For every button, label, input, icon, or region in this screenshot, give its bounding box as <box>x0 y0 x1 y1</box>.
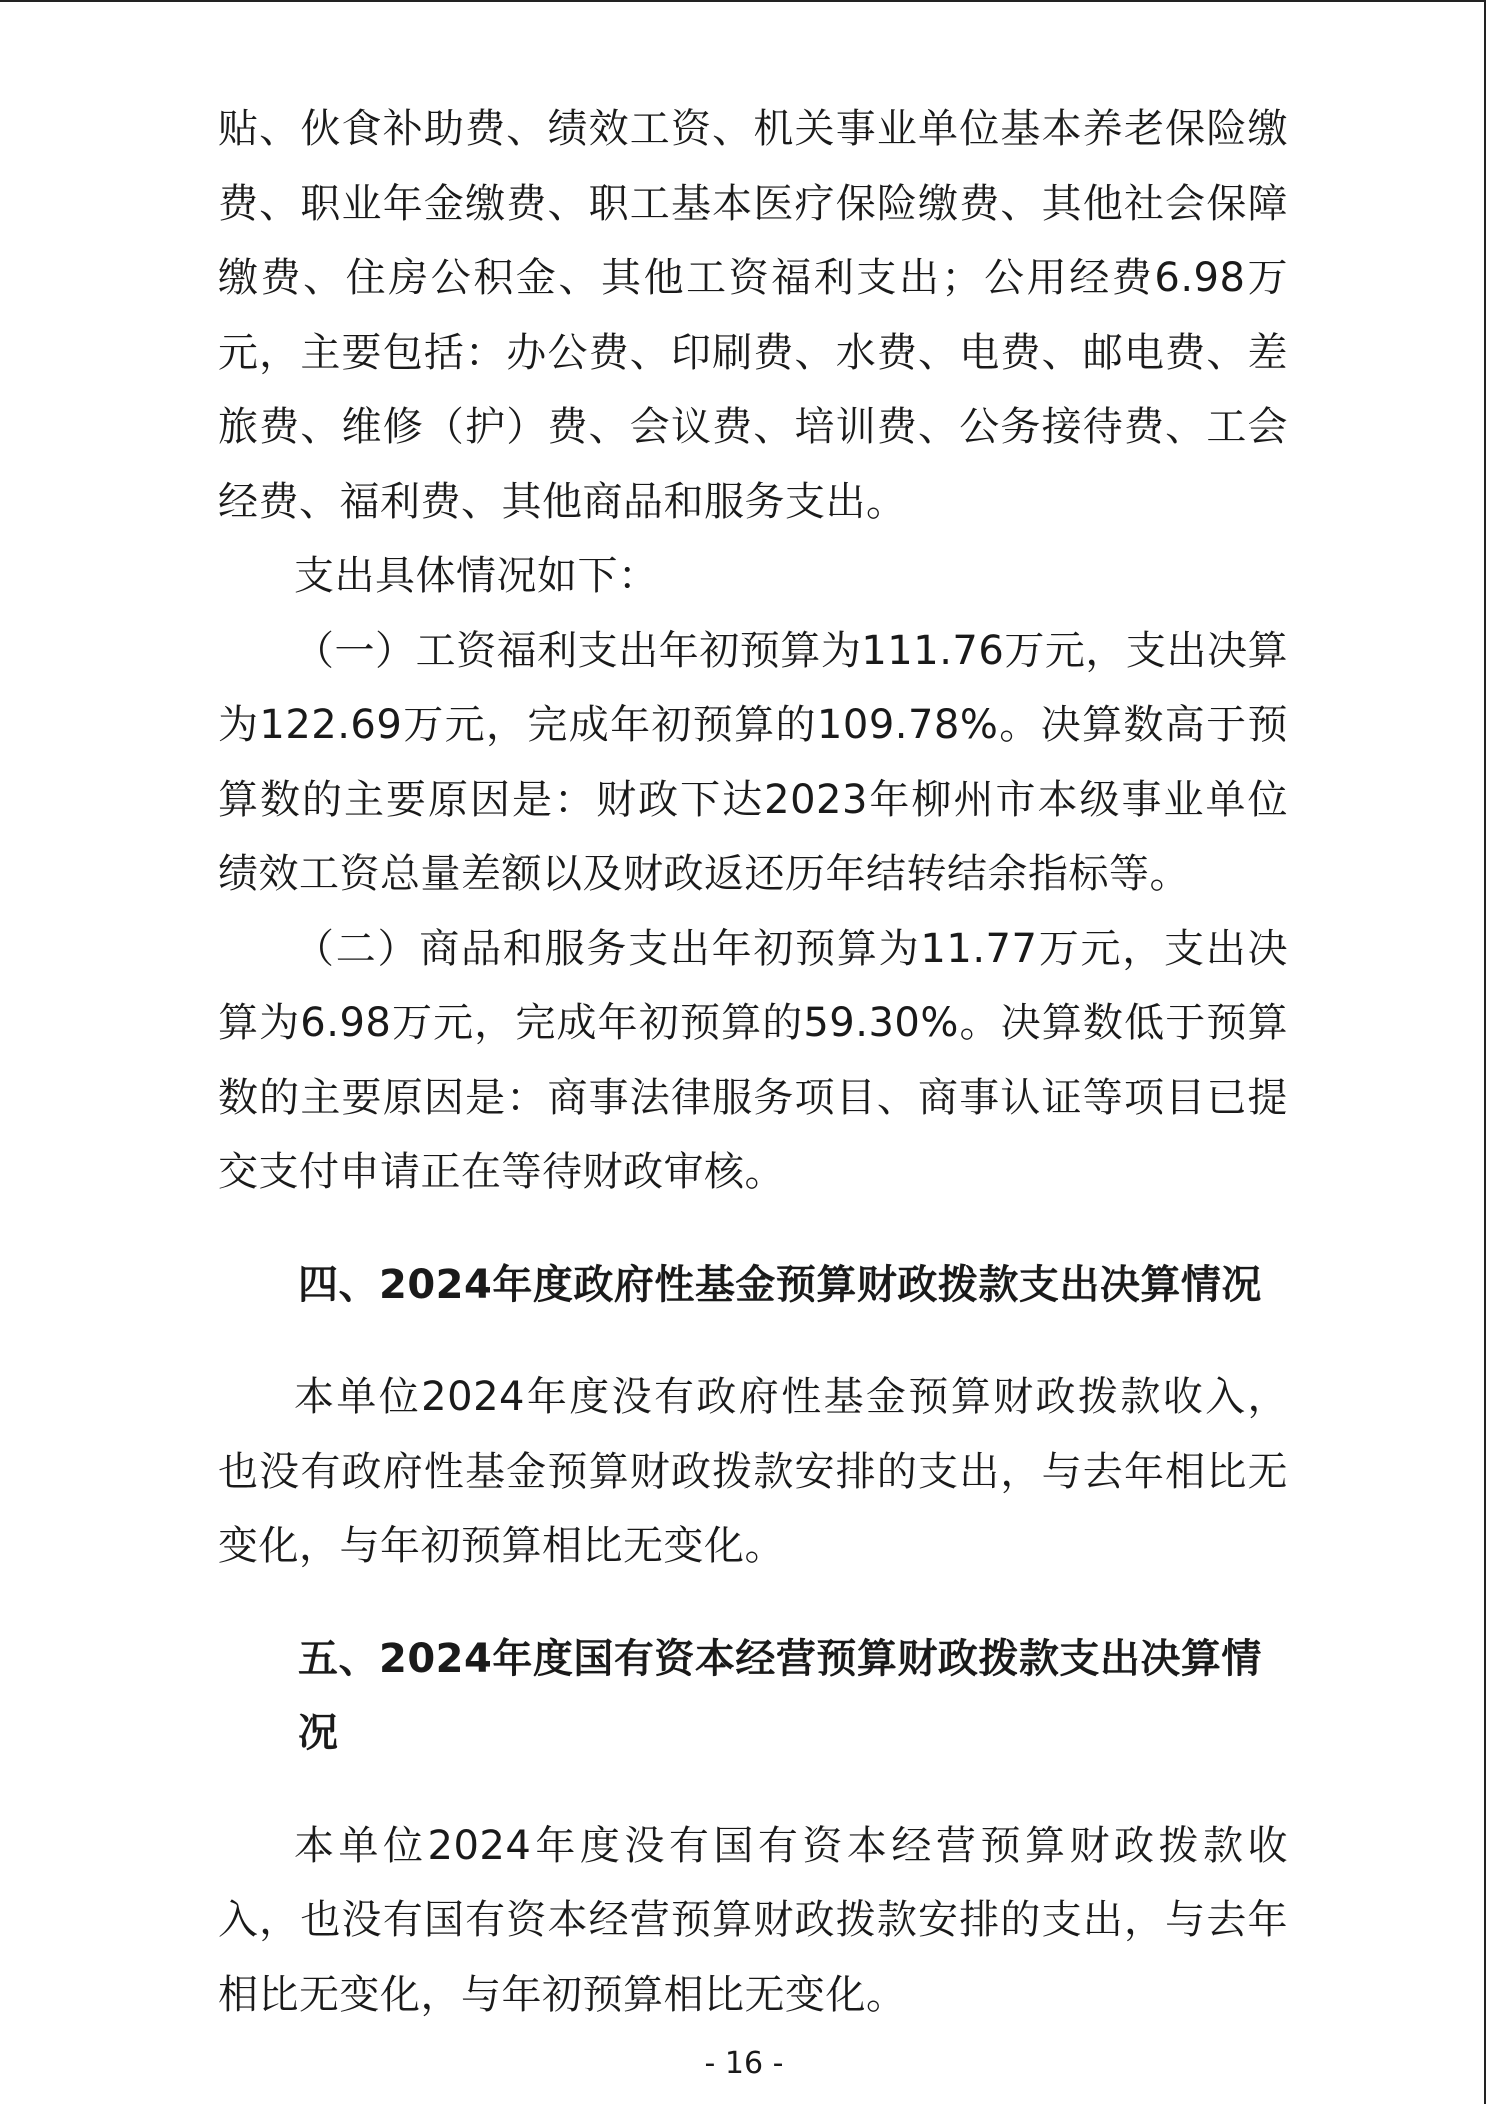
paragraph-state-capital: 本单位2024年度没有国有资本经营预算财政拨款收入，也没有国有资本经营预算财政拨款安排的支出，与去年相比无变化，与年初预算相比无变化。 <box>218 1822 1288 2018</box>
paragraph-expense-intro: 支出具体情况如下： <box>294 553 659 599</box>
paragraph-public-expense-detail: 贴、伙食补助费、绩效工资、机关事业单位基本养老保险缴费、职业年金缴费、职工基本医疗保险缴费、其他社会保障缴费、住房公积金、其他工资福利支出；公用经费6.98万元，主要包括：办公费、印刷费、水费、电费、邮电费、差旅费、维修（护）费、会议费、培训费、公务接待费、工会经费、福利费、其他商品和服务支出。 <box>218 106 1288 525</box>
spacer <box>218 1584 1288 1622</box>
spacer <box>218 1322 1288 1360</box>
document-body <box>218 92 1288 2032</box>
paragraph-goods-services: （二）商品和服务支出年初预算为11.77万元，支出决算为6.98万元，完成年初预算的59.30%。决算数低于预算数的主要原因是：商事法律服务项目、商事认证等项目已提交支付申请正在等待财政审核。 <box>218 925 1288 1195</box>
paragraph-government-fund: 本单位2024年度没有政府性基金预算财政拨款收入，也没有政府性基金预算财政拨款安排的支出，与去年相比无变化，与年初预算相比无变化。 <box>218 1374 1288 1569</box>
spacer <box>218 1210 1288 1248</box>
page-number: - 16 - <box>704 2046 784 2081</box>
section-heading-government-fund: 四、2024年度政府性基金预算财政拨款支出决算情况 <box>298 1261 1262 1308</box>
section-heading-state-capital: 五、2024年度国有资本经营预算财政拨款支出决算情况 <box>298 1635 1262 1756</box>
spacer <box>218 1771 1288 1809</box>
paragraph-salary-welfare: （一）工资福利支出年初预算为111.76万元，支出决算为122.69万元，完成年初预算的109.78%。决算数高于预算数的主要原因是：财政下达2023年柳州市本级事业单位绩效工资总量差额以及财政返还历年结转结余指标等。 <box>218 627 1288 897</box>
